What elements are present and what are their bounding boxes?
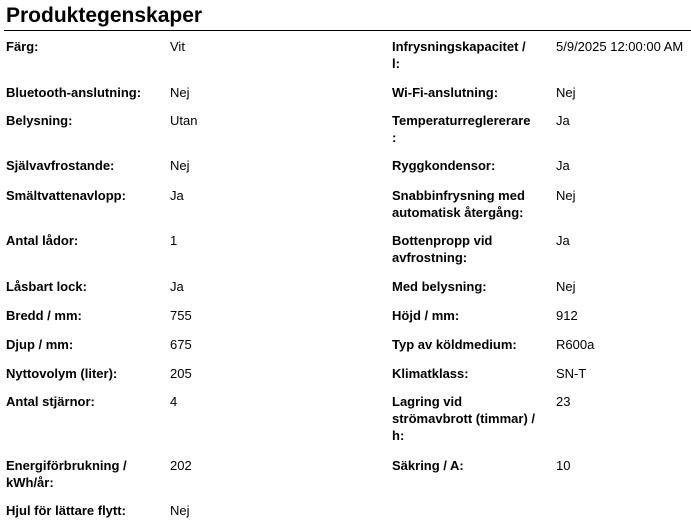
spec-label: Bredd / mm:	[6, 308, 82, 323]
spec-value: 675	[170, 337, 192, 352]
spec-label: Självavfrostande:	[6, 158, 115, 173]
spec-value: Vit	[170, 39, 185, 54]
spec-table	[0, 38, 691, 524]
spec-label: Bottenpropp vid avfrostning:	[392, 233, 493, 265]
spec-row	[0, 84, 691, 112]
spec-label: Infrysningskapacitet / l:	[392, 39, 526, 71]
spec-value: Nej	[556, 85, 576, 100]
spec-value: 4	[170, 394, 178, 409]
spec-label: Klimatklass:	[392, 366, 469, 381]
spec-value: Nej	[170, 158, 190, 173]
spec-row	[0, 112, 691, 157]
spec-row	[0, 393, 691, 457]
spec-value: Nej	[170, 85, 190, 100]
spec-label: Bluetooth-anslutning:	[6, 85, 142, 100]
title-divider	[4, 30, 691, 31]
spec-label: Lagring vid strömavbrott (timmar) / h:	[392, 394, 536, 443]
spec-label: Färg:	[6, 39, 39, 54]
spec-row	[0, 365, 691, 393]
spec-label: Låsbart lock:	[6, 279, 87, 294]
page-title: Produktegenskaper	[6, 4, 203, 27]
spec-row	[0, 502, 691, 524]
spec-value: 1	[170, 233, 178, 248]
spec-row	[0, 278, 691, 307]
spec-row	[0, 457, 691, 502]
spec-value: 912	[556, 308, 578, 323]
spec-value: Ja	[556, 233, 570, 248]
spec-value: Ja	[556, 113, 570, 128]
spec-value: 205	[170, 366, 192, 381]
spec-row	[0, 336, 691, 365]
spec-value: 5/9/2025 12:00:00 AM	[556, 39, 684, 54]
spec-label: Smältvattenavlopp:	[6, 188, 126, 203]
spec-value: Nej	[556, 279, 576, 294]
spec-label: Antal lådor:	[6, 233, 79, 248]
spec-label: Wi-Fi-anslutning:	[392, 85, 499, 100]
spec-value: Nej	[170, 503, 190, 518]
spec-label: Ryggkondensor:	[392, 158, 496, 173]
spec-label: Med belysning:	[392, 279, 487, 294]
spec-value: 755	[170, 308, 192, 323]
spec-label: Temperaturreglererare :	[392, 113, 531, 145]
spec-value: SN-T	[556, 366, 587, 381]
spec-label: Hjul för lättare flytt:	[6, 503, 126, 518]
spec-row	[0, 187, 691, 232]
spec-value: 23	[556, 394, 571, 409]
spec-row	[0, 157, 691, 187]
spec-value: Ja	[170, 188, 184, 203]
spec-row	[0, 232, 691, 278]
spec-label: Säkring / A:	[392, 458, 464, 473]
spec-label: Djup / mm:	[6, 337, 74, 352]
spec-value: R600a	[556, 337, 595, 352]
spec-label: Energiförbrukning / kWh/år:	[6, 458, 127, 490]
spec-value: 10	[556, 458, 571, 473]
spec-row	[0, 307, 691, 336]
spec-value: Utan	[170, 113, 198, 128]
spec-label: Belysning:	[6, 113, 73, 128]
spec-label: Typ av köldmedium:	[392, 337, 517, 352]
spec-value: Ja	[170, 279, 184, 294]
spec-value: Nej	[556, 188, 576, 203]
spec-row	[0, 38, 691, 84]
spec-label: Antal stjärnor:	[6, 394, 95, 409]
spec-label: Snabbinfrysning med automatisk återgång:	[392, 188, 525, 220]
spec-label: Höjd / mm:	[392, 308, 460, 323]
spec-value: Ja	[556, 158, 570, 173]
spec-value: 202	[170, 458, 192, 473]
spec-label: Nyttovolym (liter):	[6, 366, 118, 381]
